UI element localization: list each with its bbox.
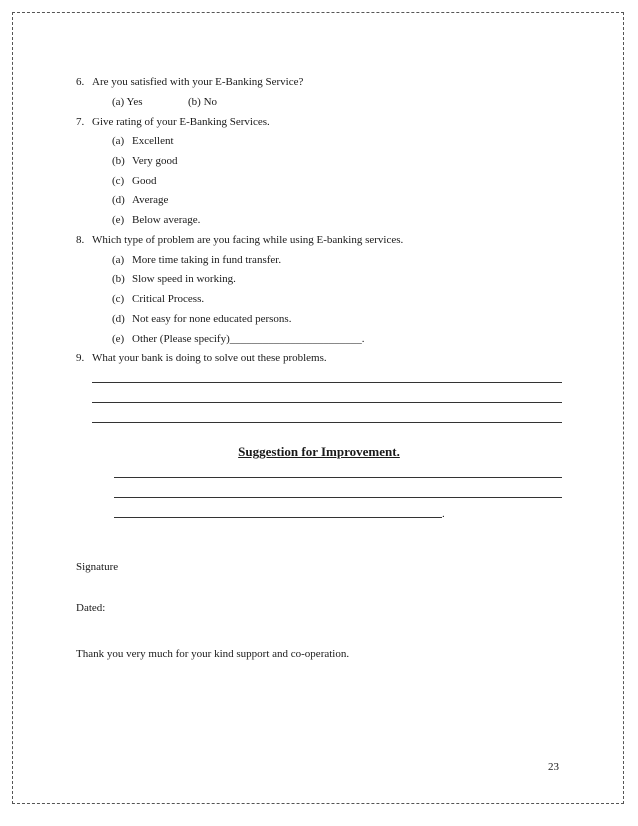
q7-option-label: (c) [112, 175, 125, 187]
q7-option-label: (d) [112, 194, 125, 206]
question-7-number: 7. [76, 116, 85, 128]
question-8-number: 8. [76, 234, 85, 246]
question-7-text: Give rating of your E-Banking Services. [92, 116, 270, 128]
q7-option-text: Below average. [132, 214, 201, 226]
question-9-number: 9. [76, 352, 85, 364]
q8-option-label: (d) [112, 313, 125, 325]
q8-option-text: More time taking in fund transfer. [132, 254, 282, 266]
question-6-option-a: (a) Yes [112, 96, 143, 108]
q7-option-text: Very good [132, 155, 178, 167]
q8-option-label: (c) [112, 293, 125, 305]
q8-option-text: Other (Please specify)________________________. [132, 333, 365, 345]
answer-line [92, 422, 562, 423]
q8-option-text: Slow speed in working. [132, 273, 236, 285]
dated-label: Dated: [76, 602, 106, 614]
suggestion-heading: Suggestion for Improvement. [238, 444, 400, 459]
page-border [12, 12, 624, 804]
suggestion-line [114, 497, 562, 498]
q8-option-text: Critical Process. [132, 293, 205, 305]
q7-option-text: Good [132, 175, 157, 187]
q8-option-label: (e) [112, 333, 125, 345]
q7-option-label: (e) [112, 214, 125, 226]
question-6-number: 6. [76, 76, 85, 88]
question-6-text: Are you satisfied with your E-Banking Service? [92, 76, 304, 88]
signature-label: Signature [76, 561, 119, 573]
q7-option-text: Excellent [132, 135, 174, 147]
suggestion-line [114, 477, 562, 478]
q7-option-label: (a) [112, 135, 125, 147]
suggestion-end-period: . [442, 508, 445, 520]
answer-line [92, 402, 562, 403]
thanks-text: Thank you very much for your kind support and co-operation. [76, 648, 350, 660]
q8-option-text: Not easy for none educated persons. [132, 313, 292, 325]
question-8-text: Which type of problem are you facing while using E-banking services. [92, 234, 404, 246]
q8-option-label: (a) [112, 254, 125, 266]
page-number: 23 [548, 761, 559, 773]
q8-option-label: (b) [112, 273, 125, 285]
q7-option-label: (b) [112, 155, 125, 167]
answer-line [92, 382, 562, 383]
q7-option-text: Average [132, 194, 169, 206]
question-6-option-b: (b) No [188, 96, 218, 108]
question-9-text: What your bank is doing to solve out these problems. [92, 352, 327, 364]
suggestion-line [114, 517, 442, 518]
